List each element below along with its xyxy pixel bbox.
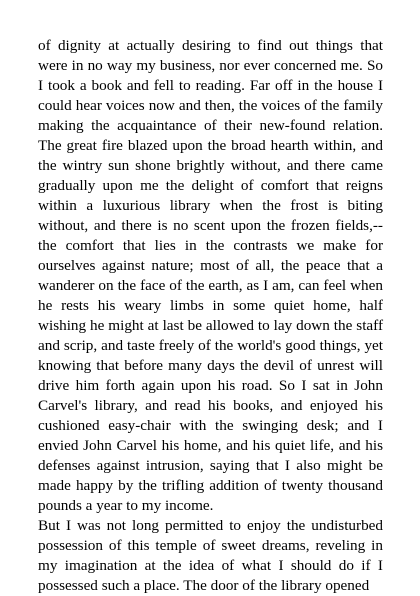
paragraph: But I was not long permitted to enjoy the undisturbed possession of this temple of sweet dreams, reveling in my imagination at the idea of what I should do if I possessed such a place. The door of the library opened: [38, 517, 383, 594]
paragraph: of dignity at actually desiring to find out things that were in no way my business, nor ever concerned me. So I took a book and fell to reading. Far off in the house I could hear voices now and then, the voices of the family making the acquaintance of their new-found relation. The great fire blazed upon the broad hearth within, and the wintry sun shone brightly without, and there came gradually upon me the delight of comfort that reigns within a luxurious library when the frost is biting without, and there is no scent upon the frozen fields,--the comfort that lies in the contrasts we make for ourselves against nature; most of all, the peace that a wanderer on the face of the earth, as I am, can feel when he rests his weary limbs in some quiet home, half wishing he might at last be allowed to lay down the staff and scrip, and taste freely of the world's good things, yet knowing that before many days the devil of unrest will drive him forth again upon his road. So I sat in John Carvel's library, and read his books, and enjoyed his cushioned easy-chair with the swinging desk; and I envied John Carvel his home, and his quiet life, and his defenses against intrusion, saying that I also might be made happy by the trifling addition of twenty thousand pounds a year to my income.: [38, 37, 383, 514]
page-text: [38, 36, 383, 596]
